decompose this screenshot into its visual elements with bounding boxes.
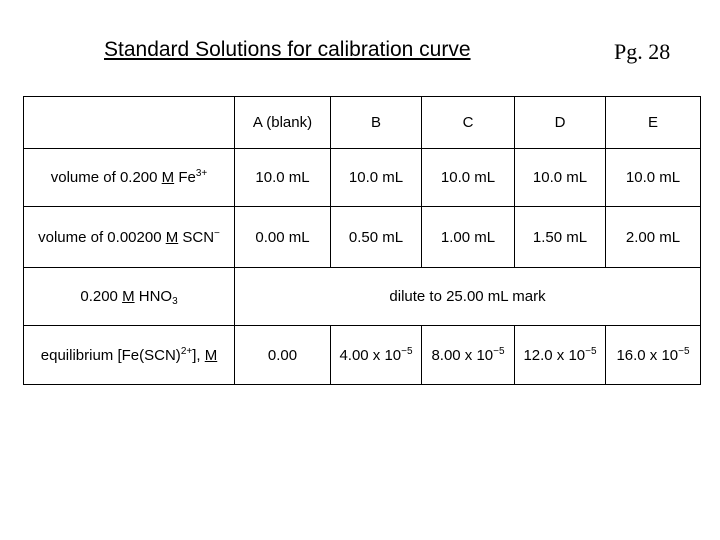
- table-row-scn: [24, 207, 701, 268]
- table-cell: 0.50 mL: [331, 207, 422, 268]
- table-cell: 10.0 mL: [515, 149, 606, 207]
- column-header: E: [606, 97, 701, 149]
- table-cell: 10.0 mL: [422, 149, 515, 207]
- table-header-row: [24, 97, 701, 149]
- table-cell: 10.0 mL: [331, 149, 422, 207]
- table-cell: 10.0 mL: [235, 149, 331, 207]
- column-header: C: [422, 97, 515, 149]
- table-row-hno3: [24, 268, 701, 326]
- page-number: Pg. 28: [614, 39, 671, 64]
- table-cell: 10.0 mL: [606, 149, 701, 207]
- column-header: B: [331, 97, 422, 149]
- table-cell: 1.50 mL: [515, 207, 606, 268]
- row-label-hno3: 0.200 M $HNO_3$: [24, 268, 235, 326]
- table-cell: 4.00 x $10^{-5}$: [331, 326, 422, 385]
- table-cell: 1.00 mL: [422, 207, 515, 268]
- calibration-table: [23, 96, 701, 385]
- table-cell: 16.0 x $10^{-5}$: [606, 326, 701, 385]
- dilution-note: dilute to 25.00 mL mark: [235, 268, 701, 326]
- table-cell: 0.00: [235, 326, 331, 385]
- corner-cell: [24, 97, 235, 149]
- table-cell: 0.00 mL: [235, 207, 331, 268]
- row-label-equilibrium: equilibrium [Fe(SCN)$^{2+}$], M: [24, 326, 235, 385]
- row-label-fe: volume of 0.200 M $Fe^{3+}$: [24, 149, 235, 207]
- column-header: D: [515, 97, 606, 149]
- table-row-equilibrium: [24, 326, 701, 385]
- column-header: A (blank): [235, 97, 331, 149]
- table-cell: 8.00 x $10^{-5}$: [422, 326, 515, 385]
- row-label-scn: volume of 0.00200 M SCN−: [24, 207, 235, 268]
- table-cell: 12.0 x $10^{-5}$: [515, 326, 606, 385]
- table-cell: 2.00 mL: [606, 207, 701, 268]
- table-row-fe: [24, 149, 701, 207]
- page-title: Standard Solutions for calibration curve: [104, 38, 471, 61]
